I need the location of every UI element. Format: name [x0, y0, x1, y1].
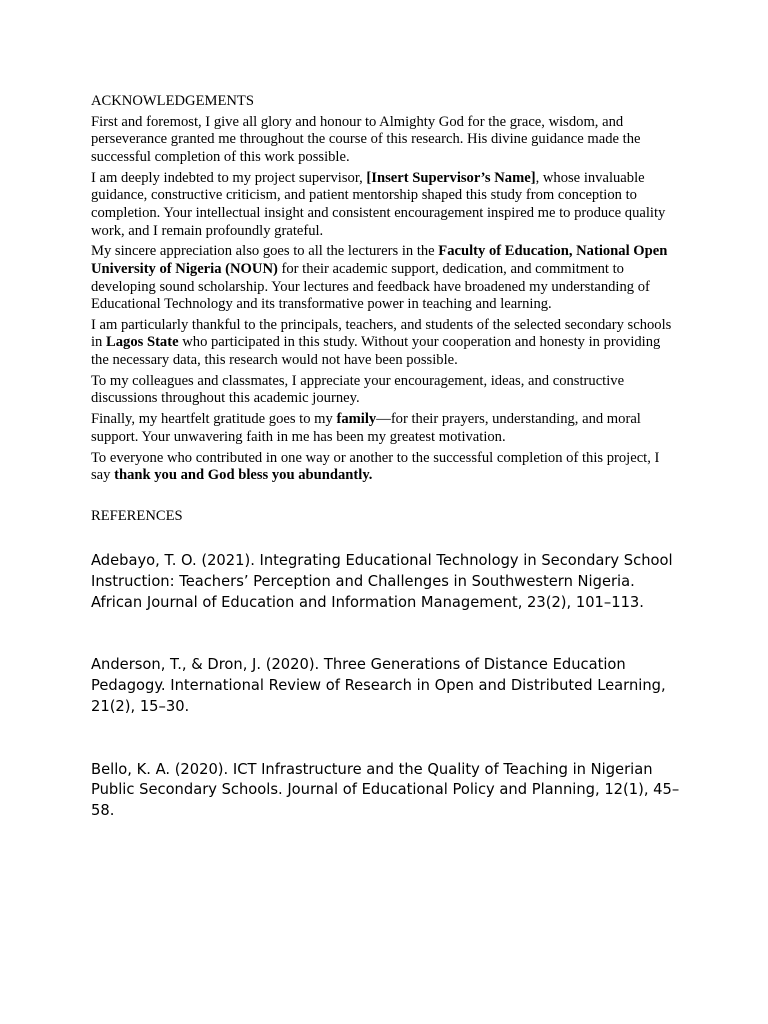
acknowledgement-paragraph-6 — [91, 411, 681, 446]
paragraph-text: Finally, my heartfelt gratitude goes to my — [91, 411, 337, 428]
reference-item: Anderson, T., & Dron, J. (2020). Three Generations of Distance Education Pedagogy. International Review of Research in Open and Distributed Learning, 21(2), 15–30. — [91, 656, 666, 715]
acknowledgement-paragraph-1: First and foremost, I give all glory and honour to Almighty God for the grace, wisdom, and perseverance granted me throughout the course of this research. His divine guidance made the successful completion of this work possible. — [91, 113, 641, 165]
references-list — [91, 551, 681, 821]
paragraph-text: My sincere appreciation also goes to all the lecturers in the — [91, 243, 439, 260]
acknowledgement-paragraph-3 — [91, 243, 681, 313]
paragraph-text: , whose invaluable guidance, constructive criticism, and patient mentorship shaped this study from conception to completion. Your intellectual insight and consistent encouragement inspired me to produce quality work, and I remain profoundly grateful. — [91, 169, 666, 239]
acknowledgements-heading: ACKNOWLEDGEMENTS — [91, 93, 254, 109]
paragraph-text: who participated in this study. Without your cooperation and honesty in providing the necessary data, this research would not have been possible. — [91, 334, 661, 369]
acknowledgement-paragraph-5: To my colleagues and classmates, I appreciate your encouragement, ideas, and constructive discussions throughout this academic journey. — [91, 372, 625, 407]
state-name: Lagos State — [106, 334, 179, 351]
faculty-name: Faculty of Education, National Open University of Nigeria (NOUN) — [91, 243, 668, 277]
acknowledgements-section — [91, 93, 681, 525]
acknowledgement-paragraph-7 — [91, 450, 681, 485]
references-heading: REFERENCES — [91, 507, 183, 524]
paragraph-text: —for their prayers, understanding, and moral support. Your unwavering faith in me has been my greatest motivation. — [91, 411, 641, 445]
paragraph-text: I am particularly thankful to the principals, teachers, and students of the selected secondary schools in — [91, 316, 672, 351]
supervisor-name: [Insert Supervisor’s Name] — [366, 169, 536, 186]
acknowledgement-paragraph-4 — [91, 317, 681, 370]
paragraph-text: for their academic support, dedication, and commitment to developing sound scholarship. Your lectures and feedback have broadened my understanding of Educational Technology and its transformative power in teaching and learning. — [91, 260, 650, 313]
document-page — [91, 93, 681, 822]
reference-item: Adebayo, T. O. (2021). Integrating Educational Technology in Secondary School Instruction: Teachers’ Perception and Challenges in Southwestern Nigeria. African Journal of Education and Information Management, 23(2), 101–113. — [91, 552, 673, 611]
reference-item: Bello, K. A. (2020). ICT Infrastructure and the Quality of Teaching in Nigerian Public Secondary Schools. Journal of Educational Policy and Planning, 12(1), 45–58. — [91, 760, 680, 819]
closing-thanks: thank you and God bless you abundantly. — [114, 467, 373, 484]
paragraph-text: I am deeply indebted to my project supervisor, — [91, 169, 367, 186]
acknowledgement-paragraph-2 — [91, 170, 681, 240]
paragraph-text: To everyone who contributed in one way or another to the successful completion of this project, I say — [91, 449, 660, 484]
family-emphasis: family — [336, 411, 377, 428]
